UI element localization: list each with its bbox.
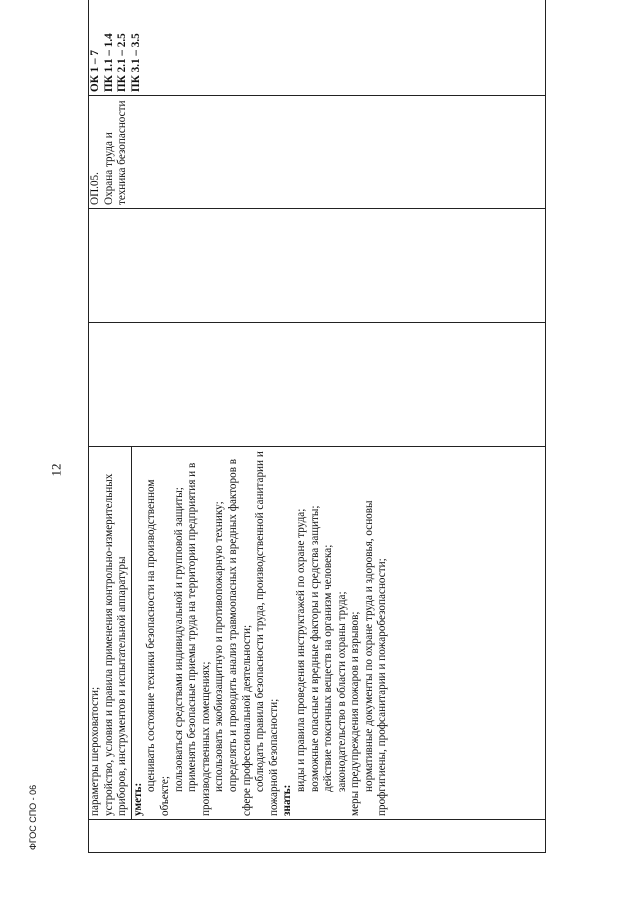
skills-continuation: параметры шероховатости; устройство, условия и правила применения контрольно-измерительных приборов, инструментов и испытательной аппаратуры	[89, 447, 132, 819]
rotated-table-container	[88, 35, 546, 853]
list-item: использовать экобиозащитную и противопожарную технику;	[213, 501, 226, 792]
list-item: виды и правила проведения инструктажей по охране труда;	[294, 508, 307, 792]
znat-label: знать:	[281, 784, 294, 816]
hours-max-cell	[89, 323, 546, 447]
index-cell	[89, 820, 546, 853]
list-item: пользоваться средствами индивидуальной и групповой защиты;	[172, 487, 185, 792]
umet-label: уметь:	[131, 782, 144, 816]
list-item: применять безопасные приемы труда на территории предприятия и в производственных помещениях;	[186, 462, 212, 816]
table-row	[89, 0, 546, 853]
competencies-cell	[89, 0, 546, 96]
hours-class-cell	[89, 209, 546, 323]
list-item: соблюдать правила безопасности труда, производственной санитарии и пожарной безопасности;	[254, 451, 280, 816]
page-number: 12	[48, 463, 64, 477]
list-item: действие токсичных веществ на организм человека;	[322, 544, 335, 792]
list-item: оценивать состояние техники безопасности на производственном объекте;	[145, 479, 171, 816]
list-item: законодательство в области охраны труда;	[335, 591, 348, 792]
competency-codes: ОК 1 – 7 ПК 1.1 – 1.4 ПК 2.1 – 2.5 ПК 3.1 – 3.5	[89, 33, 142, 92]
discipline-cell: ОП.05. Охрана труда и техника безопасности	[89, 96, 546, 209]
list-item: возможные опасные и вредные факторы и средства защиты;	[308, 505, 321, 792]
list-item: меры предупреждения пожаров и взрывов;	[349, 611, 362, 816]
skills-cell	[89, 447, 546, 820]
footer-standard-label: ФГОС СПО - 06	[28, 784, 38, 850]
list-item: нормативные документы по охране труда и здоровья, основы профгигиены, профсанитарии и пожаробезопасности;	[362, 500, 389, 816]
curriculum-table	[88, 0, 546, 853]
list-item: определять и проводить анализ травмоопасных и вредных факторов в сфере профессиональной деятельности;	[226, 458, 253, 816]
